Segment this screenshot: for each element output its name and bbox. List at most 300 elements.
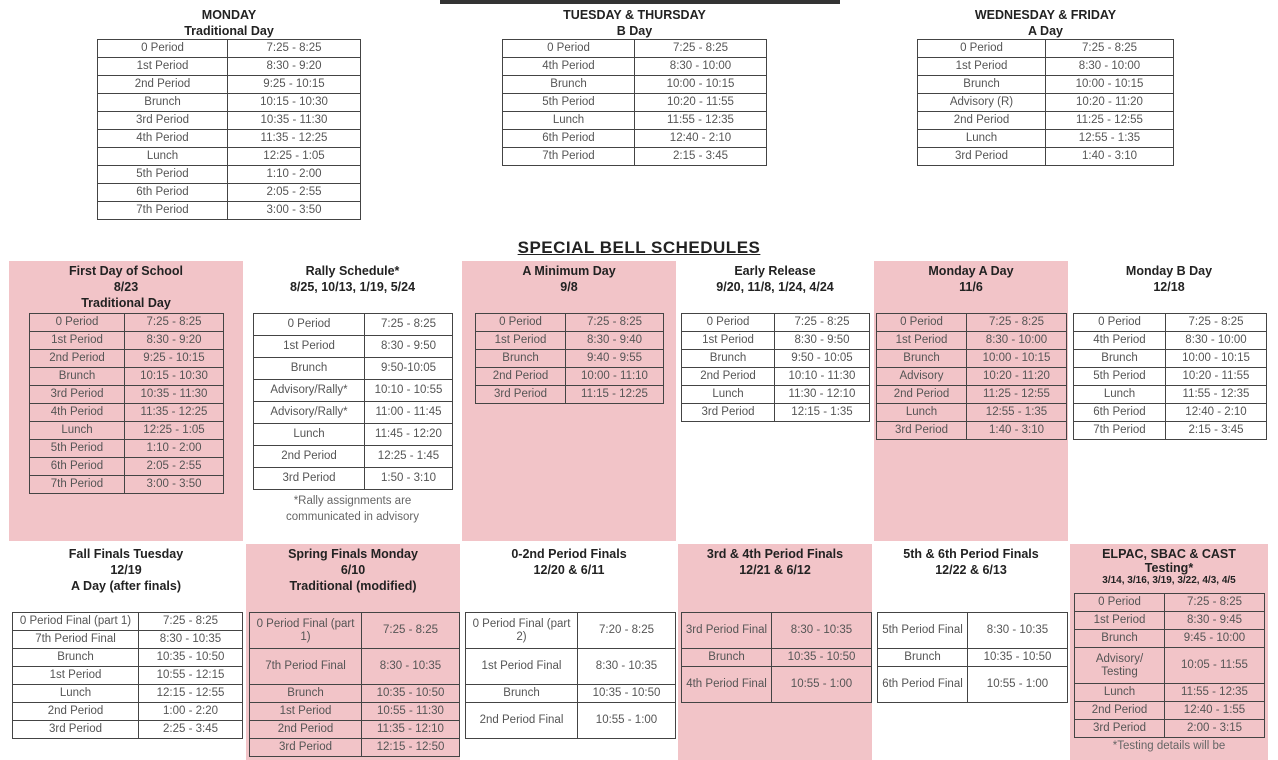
time-cell: 12:15 - 12:55: [139, 685, 243, 703]
schedule-row: [476, 314, 664, 332]
schedule-header: [462, 263, 676, 295]
time-cell: 1:10 - 2:00: [228, 166, 361, 184]
schedule-row: [98, 202, 361, 220]
header-line: 12/22 & 6/13: [935, 563, 1007, 577]
schedule-row: [254, 446, 453, 468]
schedule-row: [503, 130, 767, 148]
time-cell: 8:30 - 9:20: [228, 58, 361, 76]
time-cell: 10:10 - 10:55: [365, 380, 453, 402]
header-line: 12/20 & 6/11: [533, 563, 605, 577]
schedule-row: [98, 130, 361, 148]
schedule-row: [466, 685, 676, 703]
period-cell: Lunch: [254, 424, 365, 446]
time-cell: 10:55 - 1:00: [578, 703, 676, 739]
time-cell: 1:10 - 2:00: [125, 440, 224, 458]
schedule-row: [918, 76, 1174, 94]
header-line: 9/20, 11/8, 1/24, 4/24: [716, 280, 834, 294]
time-cell: 7:20 - 8:25: [578, 613, 676, 649]
time-cell: 10:35 - 10:50: [968, 649, 1068, 667]
schedule-row: [918, 40, 1174, 58]
time-cell: 7:25 - 8:25: [1165, 594, 1265, 612]
schedule-row: [476, 368, 664, 386]
time-cell: 8:30 - 10:00: [1046, 58, 1174, 76]
spring-finals-schedule: [246, 544, 460, 760]
schedule-row: [878, 649, 1068, 667]
schedule-table: [12, 612, 243, 739]
schedule-row: [250, 721, 460, 739]
period-cell: Brunch: [250, 685, 362, 703]
schedule-row: [254, 336, 453, 358]
time-cell: 7:25 - 8:25: [365, 314, 453, 336]
testing-note: [1070, 738, 1268, 754]
schedule-row: [98, 112, 361, 130]
schedule-header: [9, 546, 243, 594]
time-cell: 7:25 - 8:25: [139, 613, 243, 631]
period-cell: 6th Period: [30, 458, 125, 476]
time-cell: 11:15 - 12:25: [566, 386, 664, 404]
period-cell: Lunch: [13, 685, 139, 703]
time-cell: 1:50 - 3:10: [365, 468, 453, 490]
period-cell: Brunch: [878, 649, 968, 667]
header-line: Rally Schedule*: [305, 264, 400, 278]
header-line: First Day of School: [69, 264, 183, 278]
period-cell: Lunch: [877, 404, 967, 422]
period-cell: 0 Period Final (part 1): [13, 613, 139, 631]
period-cell: Lunch: [503, 112, 635, 130]
schedule-table: [502, 39, 767, 166]
header-line: Monday B Day: [1125, 264, 1213, 278]
period-cell: 3rd Period: [682, 404, 775, 422]
period-cell: 1st Period: [877, 332, 967, 350]
rally-schedule: [245, 261, 460, 541]
period-cell: 4th Period: [1074, 332, 1166, 350]
schedule-title: WEDNESDAY & FRIDAY: [974, 8, 1117, 22]
time-cell: 11:25 - 12:55: [967, 386, 1067, 404]
schedule-table: [29, 313, 224, 494]
schedule-row: [918, 94, 1174, 112]
schedule-row: [250, 613, 460, 649]
schedule-row: [30, 350, 224, 368]
schedule-header: [1070, 263, 1268, 295]
period-cell: 2nd Period: [476, 368, 566, 386]
fall-finals-schedule: [9, 544, 243, 760]
schedule-row: [30, 476, 224, 494]
time-cell: 8:30 - 9:50: [365, 336, 453, 358]
period-cell: Brunch: [254, 358, 365, 380]
time-cell: 10:35 - 11:30: [228, 112, 361, 130]
time-cell: 11:35 - 12:25: [125, 404, 224, 422]
period-cell: 3rd Period: [30, 386, 125, 404]
time-cell: 1:40 - 3:10: [967, 422, 1067, 440]
schedule-row: [250, 649, 460, 685]
schedule-row: [254, 468, 453, 490]
schedule-subtitle: Traditional Day: [184, 24, 274, 38]
period-cell: 7th Period: [30, 476, 125, 494]
time-cell: 10:15 - 10:30: [228, 94, 361, 112]
time-cell: 12:55 - 1:35: [967, 404, 1067, 422]
schedule-table: [877, 612, 1068, 703]
schedule-row: [877, 386, 1067, 404]
period-cell: 7th Period: [503, 148, 635, 166]
header-line: Spring Finals Monday: [288, 547, 418, 561]
period-cell: 2nd Period: [918, 112, 1046, 130]
schedule-row: [503, 148, 767, 166]
monday-schedule: [97, 0, 361, 225]
period-cell: 1st Period: [254, 336, 365, 358]
time-cell: 10:20 - 11:55: [1166, 368, 1267, 386]
period-cell: 3rd Period: [476, 386, 566, 404]
period-cell: 7th Period Final: [13, 631, 139, 649]
header-line: Testing*: [1144, 561, 1194, 575]
period-cell: 2nd Period: [250, 721, 362, 739]
time-cell: 3:00 - 3:50: [228, 202, 361, 220]
schedule-row: [13, 649, 243, 667]
time-cell: 10:00 - 10:15: [635, 76, 767, 94]
schedule-row: [1074, 332, 1267, 350]
period-cell: 0 Period Final (part 1): [250, 613, 362, 649]
schedule-row: [682, 314, 870, 332]
schedule-row: [878, 667, 1068, 703]
schedule-table: [475, 313, 664, 404]
header-line: Early Release: [734, 264, 816, 278]
header-line: 6/10: [340, 563, 366, 577]
period-cell: Brunch: [30, 368, 125, 386]
schedule-title: TUESDAY & THURSDAY: [563, 8, 706, 22]
period-cell: 1st Period: [250, 703, 362, 721]
schedule-table: [97, 39, 361, 220]
period-cell: 1st Period: [30, 332, 125, 350]
schedule-row: [1075, 612, 1265, 630]
schedule-row: [877, 332, 1067, 350]
schedule-row: [503, 94, 767, 112]
schedule-row: [13, 703, 243, 721]
schedule-header: [917, 7, 1174, 39]
schedule-row: [503, 40, 767, 58]
schedule-row: [1075, 648, 1265, 684]
time-cell: 10:35 - 10:50: [139, 649, 243, 667]
period-cell: 7th Period: [1074, 422, 1166, 440]
period-cell: 5th Period: [503, 94, 635, 112]
schedule-row: [30, 458, 224, 476]
period-cell: 6th Period Final: [878, 667, 968, 703]
time-cell: 7:25 - 8:25: [566, 314, 664, 332]
period-cell: 2nd Period: [254, 446, 365, 468]
period-cell: Brunch: [1075, 630, 1165, 648]
period-cell: Lunch: [918, 130, 1046, 148]
note-line: *Rally assignments are: [293, 495, 412, 507]
schedule-row: [1075, 630, 1265, 648]
schedule-row: [682, 667, 872, 703]
monday-a-day-schedule: [874, 261, 1068, 541]
period-cell: 0 Period: [918, 40, 1046, 58]
period-cell: 1st Period: [1075, 612, 1165, 630]
schedule-row: [1075, 684, 1265, 702]
time-cell: 11:45 - 12:20: [365, 424, 453, 446]
period-cell: 7th Period Final: [250, 649, 362, 685]
schedule-row: [918, 130, 1174, 148]
time-cell: 11:35 - 12:10: [362, 721, 460, 739]
period-cell: 3rd Period: [254, 468, 365, 490]
schedule-header: [1070, 546, 1268, 587]
schedule-header: [678, 263, 872, 295]
schedule-row: [466, 649, 676, 685]
note-line: *Testing details will be: [1112, 740, 1226, 752]
period-cell: 1st Period: [13, 667, 139, 685]
period-cell: 3rd Period: [918, 148, 1046, 166]
schedule-row: [30, 404, 224, 422]
time-cell: 12:25 - 1:45: [365, 446, 453, 468]
time-cell: 8:30 - 10:00: [635, 58, 767, 76]
time-cell: 2:15 - 3:45: [635, 148, 767, 166]
schedule-row: [98, 148, 361, 166]
time-cell: 12:25 - 1:05: [125, 422, 224, 440]
schedule-row: [13, 685, 243, 703]
schedule-title: MONDAY: [201, 8, 257, 22]
schedule-header: [97, 7, 361, 39]
period-cell: Brunch: [918, 76, 1046, 94]
time-cell: 8:30 - 10:35: [362, 649, 460, 685]
time-cell: 11:00 - 11:45: [365, 402, 453, 424]
schedule-table: [681, 313, 870, 422]
period-cell: 0 Period: [30, 314, 125, 332]
schedule-row: [878, 613, 1068, 649]
period-cell: 2nd Period: [682, 368, 775, 386]
period-cell: 0 Period: [503, 40, 635, 58]
schedule-header: [678, 546, 872, 578]
schedule-header: [462, 546, 676, 578]
period-cell: 7th Period: [98, 202, 228, 220]
schedule-row: [30, 422, 224, 440]
time-cell: 8:30 - 10:00: [967, 332, 1067, 350]
time-cell: 7:25 - 8:25: [1046, 40, 1174, 58]
schedule-row: [30, 386, 224, 404]
time-cell: 9:40 - 9:55: [566, 350, 664, 368]
schedule-row: [1074, 350, 1267, 368]
schedule-table: [1073, 313, 1267, 440]
period-cell: 0 Period Final (part 2): [466, 613, 578, 649]
time-cell: 8:30 - 9:50: [775, 332, 870, 350]
schedule-table: [876, 313, 1067, 440]
schedule-row: [1075, 594, 1265, 612]
period-5-6-finals-schedule: [874, 544, 1068, 760]
schedule-row: [1074, 386, 1267, 404]
time-cell: 10:00 - 10:15: [1166, 350, 1267, 368]
period-cell: 4th Period: [503, 58, 635, 76]
time-cell: 2:05 - 2:55: [125, 458, 224, 476]
period-cell: Advisory/ Testing: [1075, 648, 1165, 684]
schedule-subtitle: B Day: [616, 24, 653, 38]
time-cell: 10:55 - 12:15: [139, 667, 243, 685]
schedule-row: [1074, 404, 1267, 422]
header-line: 9/8: [560, 280, 578, 294]
period-cell: 1st Period: [918, 58, 1046, 76]
header-line: 12/18: [1153, 280, 1185, 294]
period-cell: 3rd Period: [13, 721, 139, 739]
schedule-header: [9, 263, 243, 311]
schedule-row: [250, 703, 460, 721]
period-cell: Lunch: [1075, 684, 1165, 702]
schedule-row: [476, 332, 664, 350]
testing-schedule: [1070, 544, 1268, 760]
time-cell: 7:25 - 8:25: [775, 314, 870, 332]
period-cell: Brunch: [682, 350, 775, 368]
special-schedules-title: SPECIAL BELL SCHEDULES: [517, 238, 761, 257]
schedule-row: [682, 404, 870, 422]
time-cell: 3:00 - 3:50: [125, 476, 224, 494]
period-cell: Brunch: [98, 94, 228, 112]
time-cell: 8:30 - 10:35: [772, 613, 872, 649]
period-cell: 2nd Period: [98, 76, 228, 94]
period-cell: Advisory/Rally*: [254, 402, 365, 424]
header-line: 3/14, 3/16, 3/19, 3/22, 4/3, 4/5: [1102, 575, 1236, 586]
period-cell: Advisory/Rally*: [254, 380, 365, 402]
period-cell: 0 Period: [877, 314, 967, 332]
time-cell: 10:00 - 10:15: [967, 350, 1067, 368]
schedule-row: [877, 422, 1067, 440]
time-cell: 8:30 - 10:35: [968, 613, 1068, 649]
schedule-row: [254, 402, 453, 424]
schedule-row: [503, 76, 767, 94]
schedule-row: [918, 148, 1174, 166]
time-cell: 8:30 - 9:20: [125, 332, 224, 350]
header-line: 8/25, 10/13, 1/19, 5/24: [289, 280, 416, 294]
schedule-row: [682, 613, 872, 649]
period-cell: 4th Period: [30, 404, 125, 422]
period-cell: 5th Period: [98, 166, 228, 184]
time-cell: 10:55 - 1:00: [772, 667, 872, 703]
time-cell: 10:35 - 11:30: [125, 386, 224, 404]
time-cell: 10:00 - 10:15: [1046, 76, 1174, 94]
time-cell: 7:25 - 8:25: [967, 314, 1067, 332]
time-cell: 12:25 - 1:05: [228, 148, 361, 166]
time-cell: 9:25 - 10:15: [228, 76, 361, 94]
schedule-row: [254, 314, 453, 336]
schedule-row: [98, 76, 361, 94]
period-cell: Lunch: [682, 386, 775, 404]
time-cell: 10:35 - 10:50: [362, 685, 460, 703]
time-cell: 11:55 - 12:35: [635, 112, 767, 130]
period-cell: 4th Period Final: [682, 667, 772, 703]
schedule-header: [874, 546, 1068, 578]
schedule-row: [250, 739, 460, 757]
header-line: 8/23: [113, 280, 139, 294]
period-cell: 3rd Period: [1075, 720, 1165, 738]
time-cell: 7:25 - 8:25: [1166, 314, 1267, 332]
time-cell: 2:00 - 3:15: [1165, 720, 1265, 738]
schedule-row: [30, 368, 224, 386]
schedule-row: [682, 368, 870, 386]
time-cell: 10:55 - 11:30: [362, 703, 460, 721]
time-cell: 2:25 - 3:45: [139, 721, 243, 739]
minimum-day-schedule: [462, 261, 676, 541]
time-cell: 2:05 - 2:55: [228, 184, 361, 202]
header-line: 12/21 & 6/12: [739, 563, 811, 577]
time-cell: 11:55 - 12:35: [1165, 684, 1265, 702]
schedule-row: [30, 314, 224, 332]
period-cell: Brunch: [466, 685, 578, 703]
schedule-table: [465, 612, 676, 739]
schedule-table: [249, 612, 460, 757]
period-cell: Lunch: [1074, 386, 1166, 404]
time-cell: 10:00 - 11:10: [566, 368, 664, 386]
schedule-header: [245, 263, 460, 295]
schedule-row: [503, 112, 767, 130]
time-cell: 12:40 - 2:10: [1166, 404, 1267, 422]
time-cell: 9:50 - 10:05: [775, 350, 870, 368]
time-cell: 8:30 - 10:00: [1166, 332, 1267, 350]
schedule-header: [502, 7, 767, 39]
time-cell: 11:30 - 12:10: [775, 386, 870, 404]
period-cell: Brunch: [503, 76, 635, 94]
time-cell: 7:25 - 8:25: [635, 40, 767, 58]
period-cell: Brunch: [476, 350, 566, 368]
period-cell: Lunch: [98, 148, 228, 166]
header-line: 0-2nd Period Finals: [511, 547, 627, 561]
first-day-schedule: [9, 261, 243, 541]
schedule-row: [13, 631, 243, 649]
time-cell: 2:15 - 3:45: [1166, 422, 1267, 440]
period-cell: 0 Period: [254, 314, 365, 336]
time-cell: 10:20 - 11:20: [967, 368, 1067, 386]
period-3-4-finals-schedule: [678, 544, 872, 760]
wednesday-friday-schedule: [917, 0, 1174, 170]
schedule-row: [682, 350, 870, 368]
period-cell: 6th Period: [503, 130, 635, 148]
schedule-row: [918, 112, 1174, 130]
schedule-row: [682, 649, 872, 667]
schedule-row: [13, 613, 243, 631]
schedule-row: [250, 685, 460, 703]
schedule-row: [1074, 368, 1267, 386]
header-line: 5th & 6th Period Finals: [903, 547, 1039, 561]
schedule-row: [98, 40, 361, 58]
schedule-row: [98, 94, 361, 112]
time-cell: 9:25 - 10:15: [125, 350, 224, 368]
schedule-row: [877, 350, 1067, 368]
schedule-row: [682, 332, 870, 350]
schedule-row: [877, 404, 1067, 422]
schedule-table: [1074, 593, 1265, 738]
header-line: Traditional Day: [81, 296, 171, 310]
schedule-row: [1075, 720, 1265, 738]
time-cell: 7:25 - 8:25: [125, 314, 224, 332]
schedule-subtitle: A Day: [1028, 24, 1063, 38]
schedule-row: [98, 166, 361, 184]
schedule-row: [30, 440, 224, 458]
time-cell: 10:20 - 11:55: [635, 94, 767, 112]
time-cell: 12:40 - 1:55: [1165, 702, 1265, 720]
header-line: A Day (after finals): [71, 579, 181, 593]
time-cell: 8:30 - 9:45: [1165, 612, 1265, 630]
schedule-row: [1075, 702, 1265, 720]
time-cell: 10:35 - 10:50: [772, 649, 872, 667]
schedule-row: [918, 58, 1174, 76]
schedule-row: [503, 58, 767, 76]
tuesday-thursday-schedule: [502, 0, 767, 170]
period-cell: 0 Period: [1074, 314, 1166, 332]
period-cell: 6th Period: [1074, 404, 1166, 422]
period-cell: 5th Period: [1074, 368, 1166, 386]
schedule-row: [13, 667, 243, 685]
period-0-2-finals-schedule: [462, 544, 676, 760]
period-cell: 0 Period: [98, 40, 228, 58]
schedule-row: [30, 332, 224, 350]
header-line: ELPAC, SBAC & CAST: [1102, 547, 1236, 561]
period-cell: 1st Period: [682, 332, 775, 350]
schedule-row: [682, 386, 870, 404]
schedule-table: [253, 313, 453, 490]
schedule-row: [1074, 422, 1267, 440]
